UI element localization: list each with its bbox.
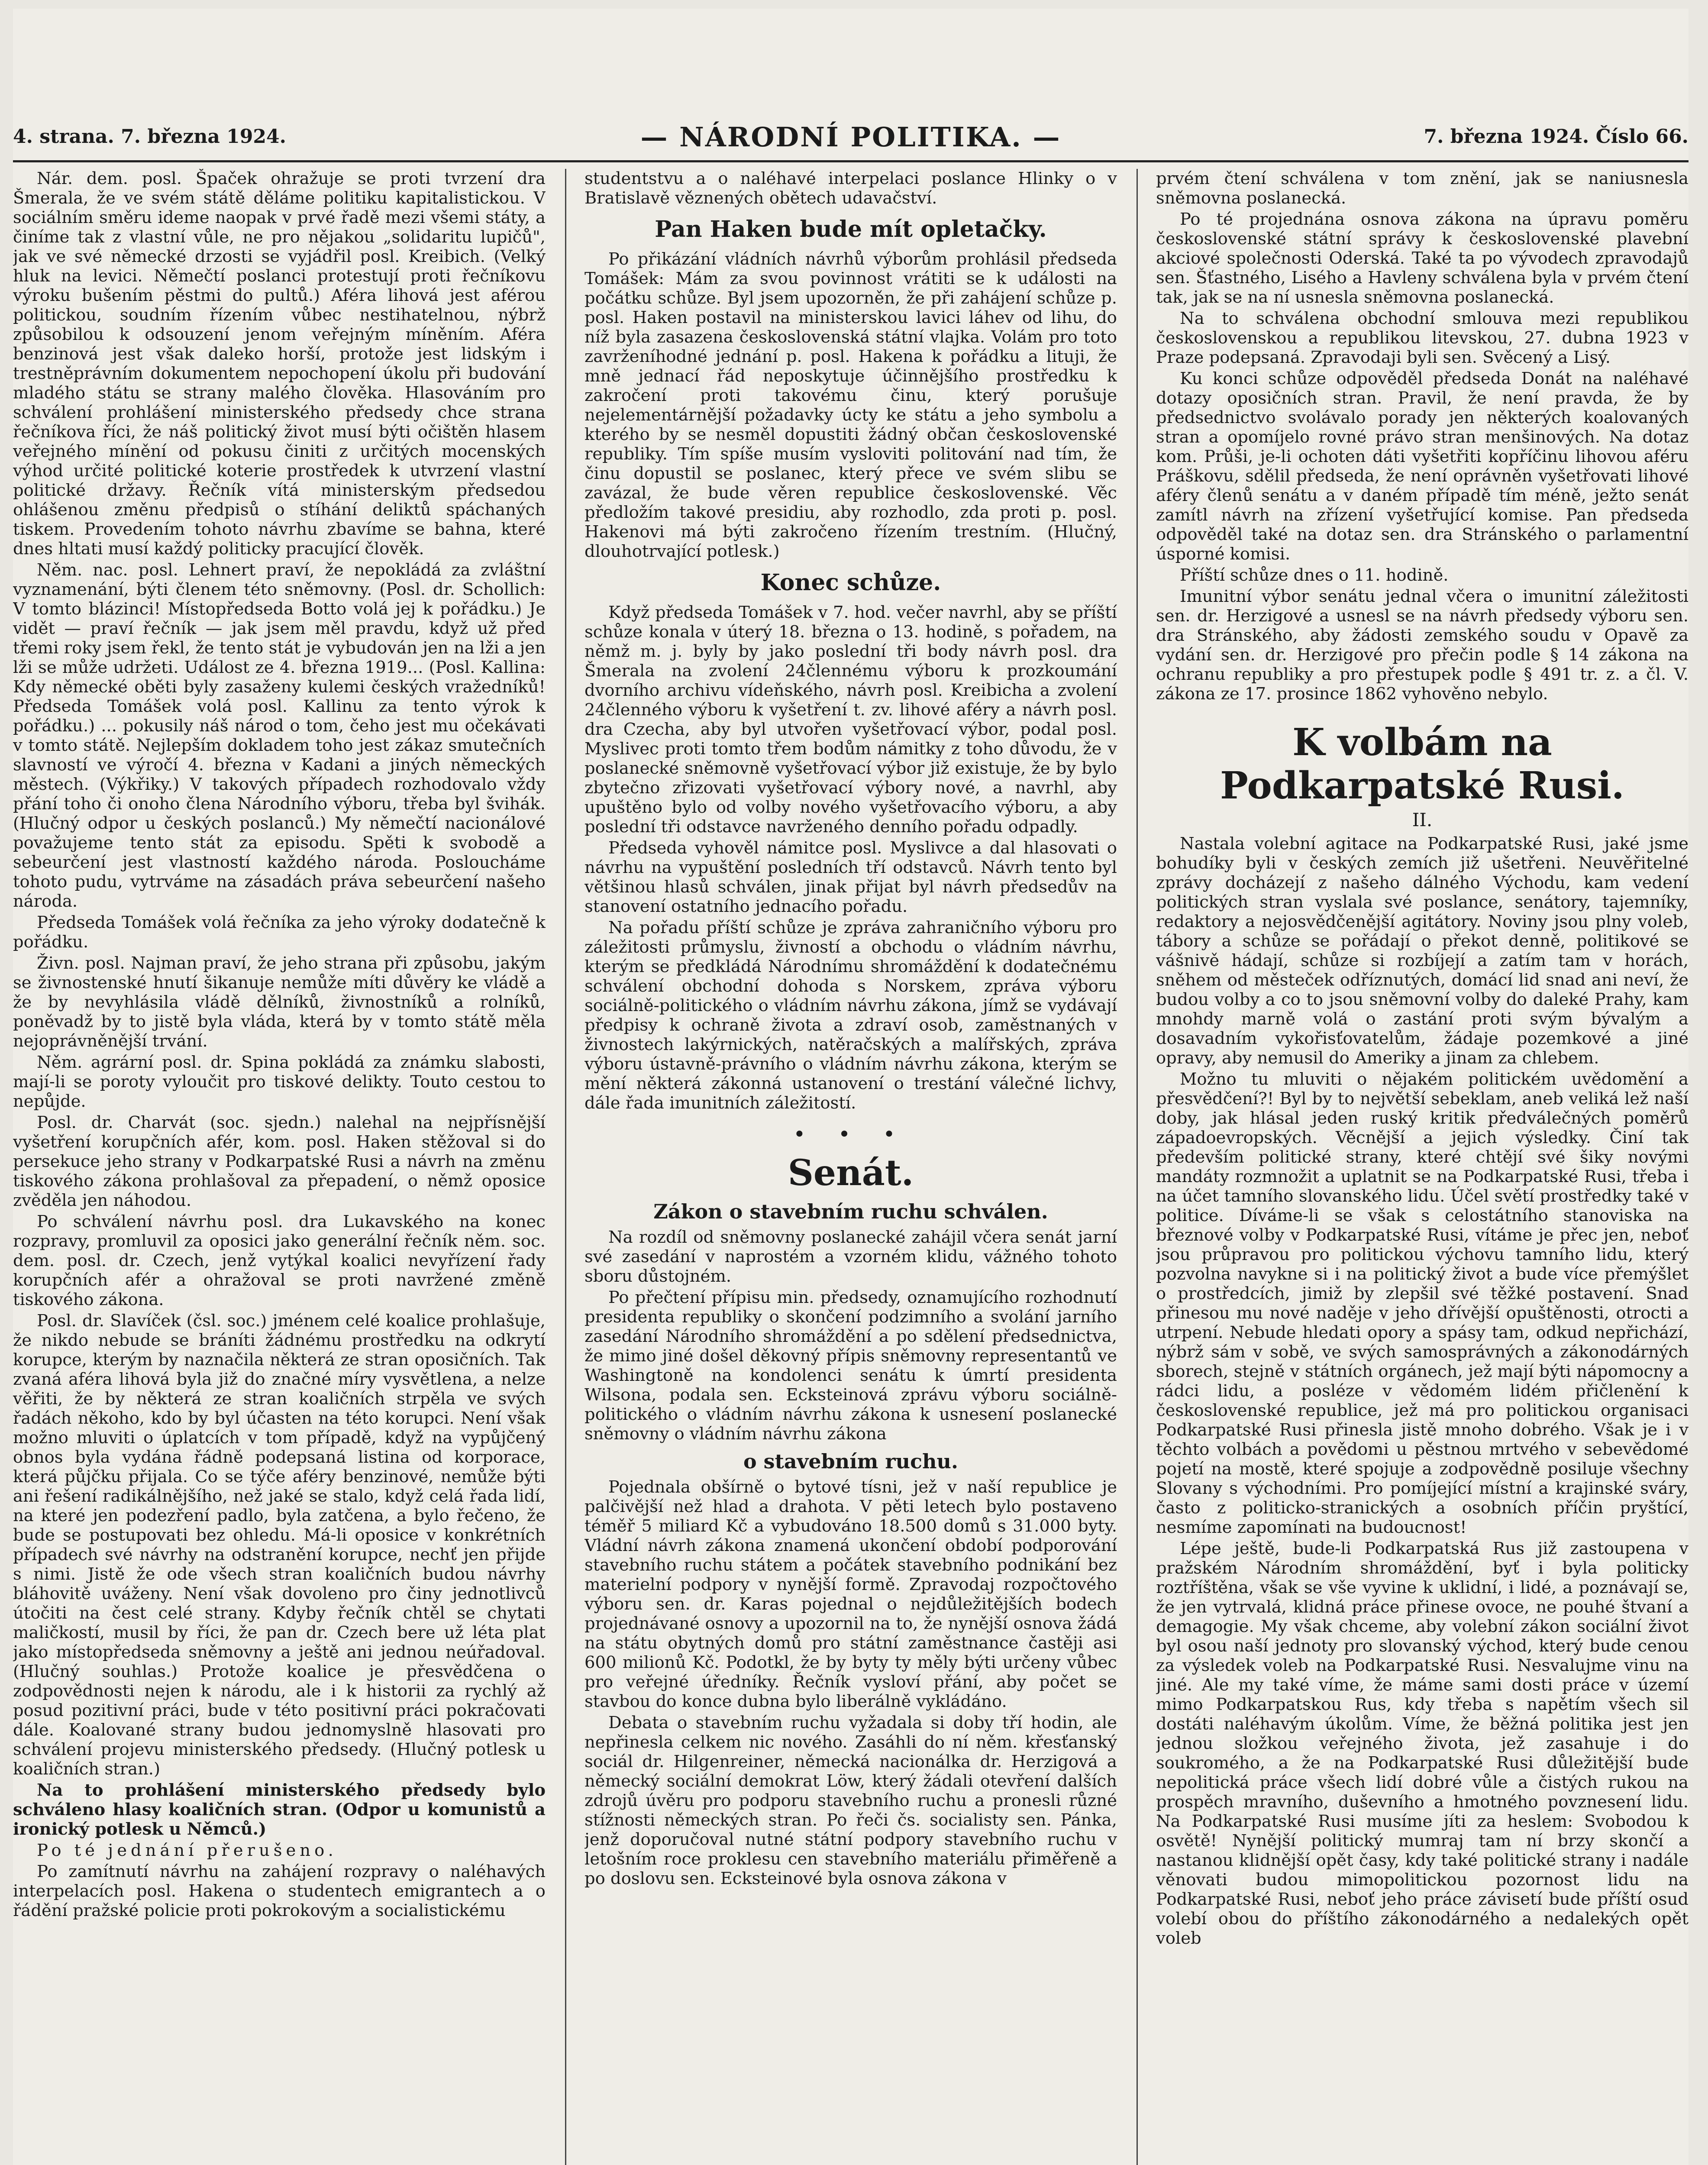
article-part-number: II.: [1412, 809, 1433, 830]
section-separator: • • •: [793, 1122, 908, 1147]
section-heading: Pan Haken bude mít opletačky.: [655, 216, 1047, 242]
page-number-date: 4. strana. 7. března 1924.: [13, 126, 286, 148]
paragraph: Na to schválena obchodní smlouva mezi republikou československou a republikou litevskou, 27. dubna 1923 v Praze podepsaná. Zpravodaji byli sen. Svěcený a Lisý.: [1156, 309, 1689, 367]
article-title: K volbám na Podkarpatské Rusi.: [1220, 721, 1624, 808]
paragraph: Ku konci schůze odpověděl předseda Donát na naléhavé dotazy oposičních stran. Pravil, že není pravda, že by předsednictvo svolávalo porady jen některých koalovaných stran a opomíjelo rovné právo stran menšinových. Na dotaz kom. Průši, je-li ochoten dáti vyšetřiti kopříčinu lihovou aféru Práškovu, sdělil předseda, že není oprávněn vyšetřovati lihové aféry členů senátu a v daném případě tím méně, ježto senát zamítl návrh na zřízení vyšetřující komise. Pan předseda odpověděl také na dotaz sen. dra Stránského o parlamentní úsporné komisi.: [1156, 369, 1689, 564]
column-1: [13, 169, 546, 2165]
paragraph: studentstvu a o naléhavé interpelaci poslance Hlinky o v Bratislavě věznených obětech udavačství.: [584, 169, 1117, 208]
column-rule: [1137, 169, 1138, 2165]
issue-date-number: 7. března 1924. Číslo 66.: [1424, 126, 1689, 148]
paragraph: Když předseda Tomášek v 7. hod. večer navrhl, aby se příští schůze konala v úterý 18. března o 13. hodině, s pořadem, na němž m. j. byly by jako poslední tři body návrh posl. dra Šmerala na zvolení 24člennému výboru k prozkoumání dvorního archivu vídeňského, návrh posl. Kreibicha a zvolení 24členného výboru k vyšetření t. zv. lihové aféry a návrh posl. dra Czecha, aby byl utvořen vyšetřovací výbor, podal posl. Myslivec proti tomto třem bodům námitky z toho důvodu, že v poslanecké sněmovně vyšetřovací výbor již existuje, že by bylo zbytečno zřizovati vyšetřovací výbory nové, a navrhl, aby upuštěno bylo od volby nového vyšetřovacího výboru, a aby poslední tři odstavce navrženého denního pořadu odpadly.: [584, 603, 1117, 837]
page-header: [13, 121, 1689, 162]
newspaper-page: [13, 9, 1689, 2165]
paragraph: Něm. nac. posl. Lehnert praví, že nepokládá za zvláštní vyznamenání, býti členem této sněmovny. (Posl. dr. Schollich: V tomto blázinci! Místopředseda Botto volá jej k pořádku.) Je vidět — praví řečník — jak jsem měl pravdu, když už před třemi roky jsem řekl, že tento stát je vybudován jen na lži a jen lži se může udržeti. Událost ze 4. března 1919... (Posl. Kallina: Kdy německé oběti byly zasaženy kulemi českých vražedníků! Předseda Tomášek volá posl. Kallinu za tento výrok k pořádku.) ... pokusily náš národ o tom, čeho jest mu očekávati v tomto státě. Nejlepším dokladem toho jest zákaz smutečních slavností ve výročí 4. března v Kadani a jiných německých městech. (Výkřiky.) V takových případech rozhodovalo vždy přání toho či onoho člena Národního výboru, třeba byl švihák. (Hlučný odpor u českých poslanců.) My němečtí nacionálové považujeme tento stát za episodu. Spěti k svobodě a sebeurčení jest vlastností každého národa. Posloucháme tohoto pudu, vytrváme na zásadách práva sebeurčení našeho národa.: [13, 560, 546, 911]
paragraph: Posl. dr. Charvát (soc. sjedn.) nalehal na nejpřísnější vyšetření korupčních afér, kom. posl. Haken stěžoval si do persekuce jeho strany v Podkarpatské Rusi a návrh na změnu tiskového zákona prohlašoval za přepadení, o němž oposice zvěděla jen náhodou.: [13, 1113, 546, 1210]
column-rule: [565, 169, 566, 2165]
paragraph-bold: Na to prohlášení ministerského předsedy bylo schváleno hlasy koaličních stran. (Odpor u komunistů a ironický potlesk u Němců.): [13, 1780, 546, 1839]
paragraph: Příští schůze dnes o 11. hodině.: [1180, 565, 1449, 585]
paragraph: Po té projednána osnova zákona na úpravu poměru československé státní správy k československé plavební akciové společnosti Oderská. Také ta po vývodech zpravodajů sen. Šťastného, Lisého a Havleny schválena byla v prvém čtení tak, jak se na ní usnesla sněmovna poslanecká.: [1156, 210, 1689, 307]
sub-heading: o stavebním ruchu.: [743, 1450, 958, 1473]
paragraph: Debata o stavebním ruchu vyžadala si doby tří hodin, ale nepřinesla celkem nic nového. Zasáhli do ní něm. křesťanský sociál dr. Hilgenreiner, německá nacionálka dr. Herzigová a německý sociální demokrat Löw, který žádali otevření dalších zdrojů úvěru pro podporu stavebního ruchu a pronesli různé stížnosti německých stran. Po řeči čs. socialisty sen. Pánka, jenž doporučoval nutné státní podpory stavebního ruchu v letošním roce proklesu cen stavebního materiálu přiměřeně a po doslovu sen. Ecksteinové byla osnova zákona v: [584, 1713, 1117, 1888]
paragraph: Na pořadu příští schůze je zpráva zahraničního výboru pro záležitosti průmyslu, živností a obchodu o vládním návrhu, kterým se předkládá Národnímu shromáždění k dodatečnému schválení obchodní dohoda s Norskem, zpráva výboru sociálně-politického o vládním návrhu zákona, jímž se vydávají předpisy k ochraně života a zdraví osob, zaměstnaných v živnostech lakýrnických, natěračských a malířských, zpráva výboru ústavně-právního o vládním návrhu zákona, kterým se mění některá zákonná ustanovení o trestání válečné lichvy, dále řada imunitních záležitostí.: [584, 918, 1117, 1113]
paragraph: Pojednala obšírně o bytové tísni, jež v naší republice je palčivější než hlad a drahota. V pěti letech bylo postaveno téměř 5 miliard Kč a vybudováno 18.500 domů s 31.000 byty. Vládní návrh zákona znamená ukončení období podporování stavebního ruchu státem a počátek stavebního podnikání bez materielní podpory v nynější formě. Zpravodaj rozpočtového výboru sen. dr. Karas pojednal o nejdůležitějších bodech projednávané osnovy a upozornil na to, že nynější osnova žádá na státu obytných domů pro státní zaměstnance častěji asi 600 milionů Kč. Podotkl, že by byty ty měly býti určeny vůbec pro veřejné úředníky. Řečník vysloví přání, aby počet se stavbou do konce dubna bylo liberálně vykládáno.: [584, 1477, 1117, 1711]
paragraph: Předseda Tomášek volá řečníka za jeho výroky dodatečně k pořádku.: [13, 913, 546, 952]
sub-heading: Zákon o stavebním ruchu schválen.: [653, 1200, 1048, 1223]
paragraph: Po přečtení přípisu min. předsedy, oznamujícího rozhodnutí presidenta republiky o skončení podzimního a svolání jarního zasedání Národního shromáždění a po sdělení předsednictva, že mimo jiné došel děkovný přípis sněmovny representantů ve Washingtoně na kondolenci senátu k úmrtí presidenta Wilsona, podala sen. Ecksteinová zprávu výboru sociálně-politického o vládním návrhu zákona k usnesení poslanecké sněmovny o vládním návrhu zákona: [584, 1288, 1117, 1444]
paragraph: Lépe ještě, bude-li Podkarpatská Rus již zastoupena v pražském Národním shromáždění, byť i byla politicky roztříštěna, však se vše vyvine k uklidní, i lidé, a poznávají se, že jen vytrvalá, klidná práce přinese ovoce, ne pouhé štvaní a demagogie. My však chceme, aby volební zákon sociální život byl osou naší jednoty pro slovanský východ, který bude cenou za výsledek voleb na Podkarpatské Rusi. Nesvalujme vinu na jiné. Ale my také víme, že máme sami dosti práce v území mimo Podkarpatskou Rus, kdy třeba s napětím všech sil dostáti naléhavým úkolům. Víme, že běžná politika jest jen jednou složkou veřejného života, jež zasahuje i do soukromého, a že na Podkarpatské Rusi důležitější bude nepolitická práce všech lidí dobré vůle a čistých rukou na prospěch mravního, duševního a hmotného povznesení lidu. Na Podkarpatské Rusi musíme jíti za heslem: Svobodou k osvětě! Nynější politický mumraj tam ní brzy skončí a nastanou klidnější opět časy, kdy také politické strany i nadále věnovati budou mimopolitickou pozornost lidu na Podkarpatské Rusi, neboť jeho práce závisetí bude příští osud volebí obou do příštího zákonodárného a nedalekých opět voleb: [1156, 1539, 1689, 1948]
paragraph: Posl. dr. Slavíček (čsl. soc.) jménem celé koalice prohlašuje, že nikdo nebude se bráníti žádnému prostředku na odkrytí korupce, kterým by naznačila některá ze stran oposičních. Tak zvaná aféra lihová byla již do značné míry vysvětlena, a nelze věřiti, že by některá ze stran koaličních strpěla ve svých řadách někoho, kdo by byl účasten na této korupci. Není však možno mluviti o úplatcích v tom případě, když na vypůjčený obnos byla vydána řádně podepsaná listina od korporace, která půjčku přijala. Co se týče aféry benzinové, nemůže býti ani řešení radikálnějšího, než jaké se stalo, když celá řada lidí, na které jen podezření padlo, byla zatčena, a bylo řečeno, že bude se postupovati bez ohledu. Má-li oposice v konkrétních případech své návrhy na odstranění korupce, nechť jen přijde s nimi. Jistě že ode všech stran koaličních budou návrhy bláhovitě uváženy. Není však dovoleno pro činy jednotlivců útočiti na čest celé strany. Kdyby řečník chtěl se chytati maličkostí, musil by říci, že pan dr. Czech bere už léta plat jako místopředseda sněmovny a ještě ani jednou neúřadoval. (Hlučný souhlas.) Protože koalice je přesvědčena o zodpovědnosti nejen k národu, ale i k historii za rychlý až posud pozitivní práci, bude v této positivní práci pokračovati dále. Koalované strany budou jednomyslně hlasovati pro schválení projevu ministerského předsedy. (Hlučný potlesk u koaličních stran.): [13, 1311, 546, 1779]
masthead-title: — NÁRODNÍ POLITIKA. —: [640, 121, 1061, 153]
paragraph: Po přikázání vládních návrhů výborům prohlásil předseda Tomášek: Mám za svou povinnost vrátiti se k události na počátku schůze. Byl jsem upozorněn, že při zahájení schůze p. posl. Haken postavil na ministerskou lavici láhev od lihu, do níž byla zasazena československá státní vlajka. Volám pro toto zavrženíhodné jednání p. posl. Hakena k pořádku a lituji, že mně jednací řád neposkytuje účinnějšího prostředku k zakročení proti takovému činu, který porušuje nejelementárnější požadavky úcty ke státu a jeho symbolu a kterého by se nesměl dopustiti žádný občan československé republiky. Tím spíše musím vysloviti politování nad tím, že činu dopustil se poslanec, který přece ve svém slibu se zavázal, že bude věren republice československé. Věc předložím takové presidiu, aby rozhodlo, zda proti p. posl. Hakenovi má býti zakročeno řízením trestním. (Hlučný, dlouhotrvající potlesk.): [584, 249, 1117, 561]
paragraph: Na rozdíl od sněmovny poslanecké zahájil včera senát jarní své zasedání v naprostém a vzorném klidu, vážného tohoto sboru důstojném.: [584, 1228, 1117, 1286]
section-heading: Konec schůze.: [760, 569, 941, 596]
paragraph: Předseda vyhověl námitce posl. Myslivce a dal hlasovati o návrhu na vypuštění posledních tří odstavců. Návrh tento byl většinou hlasů schválen, jinak přijat byl návrh předsedův na stanovení ostatního jednacího pořadu.: [584, 838, 1117, 916]
paragraph: Živn. posl. Najman praví, že jeho strana při způsobu, jakým se živnostenské hnutí šikanuje nemůže míti důvěry ke vládě a že by nevyhlásila vládě dělníků, živnostníků a rolníků, poněvadž by to jistě byla vláda, která by v tomto státě měla nejoprávněnější trvání.: [13, 953, 546, 1051]
senate-heading: Senát.: [788, 1152, 914, 1194]
paragraph: Něm. agrární posl. dr. Spina pokládá za známku slabosti, mají-li se poroty vyloučit pro tiskové delikty. Touto cestou to nepůjde.: [13, 1053, 546, 1111]
paragraph: Po zamítnutí návrhu na zahájení rozpravy o naléhavých interpelacích posl. Hakena o studentech emigrantech a o řádění pražské policie proti pokrokovým a socialistickému: [13, 1862, 546, 1920]
paragraph: Imunitní výbor senátu jednal včera o imunitní záležitosti sen. dr. Herzigové a usnesl se na návrh předsedy výboru sen. dra Stránského, aby žádosti zemského soudu v Opavě za vydání sen. dr. Herzigové pro přečin podle § 14 zákona na ochranu republiky a pro přestupek podle § 491 tr. z. a čl. V. zákona ze 17. prosince 1862 vyhověno nebylo.: [1156, 587, 1689, 704]
paragraph: Po té jednání přerušeno.: [37, 1841, 337, 1860]
paragraph: Nastala volební agitace na Podkarpatské Rusi, jaké jsme bohudíky byli v českých zemích již ušetřeni. Neuvěřitelné zprávy docházejí z našeho dálného Východu, kam vedení politických stran vyslala své poslance, senátory, tajemníky, redaktory a nejosvědčenější agitátory. Noviny jsou plny voleb, tábory a schůze se pořádají o překot denně, politikové se vášnivě hádají, schůze si rozbíjejí a zatím tam v horách, sněhem od městeček odříznutých, domácí lid snad ani neví, že budou volby a co to jsou sněmovní volby do daleké Prahy, kam mnohdy marně volá o zastání proti svým bývalým a dosavadním vykořisťovatelům, žádaje pozemkové a jiné opravy, aby nemusil do Ameriky a jinam za chlebem.: [1156, 834, 1689, 1068]
paragraph: Po schválení návrhu posl. dra Lukavského na konec rozpravy, promluvil za oposici jako generální řečník něm. soc. dem. posl. dr. Czech, jenž vytýkal koalici nevyřízení řady korupčních afér a ohražoval se proti navržené změně tiskového zákona.: [13, 1212, 546, 1309]
paragraph: Nár. dem. posl. Špaček ohražuje se proti tvrzení dra Šmerala, že ve svém státě děláme politiku kapitalistickou. V sociálním směru ideme naopak v prvé řadě mezi všemi státy, a činíme tak z vlastní vůle, ne pro nějakou „solidaritu lupičů", jak ve své německé drzosti se vyjádřil posl. Kreibich. (Velký hluk na levici. Němečtí poslanci protestují proti řečníkovu výroku bušením pěstmi do pultů.) Aféra lihová jest aférou politickou, soudním řízením vůbec nestihatelnou, nýbrž způsobilou k odsouzení jenom veřejným míněním. Aféra benzinová jest však daleko horší, protože jest lidským i trestněprávním dokumentem nepochopení úkolu při budování mladého státu se strany malého člověka. Hlasováním pro schválení prohlášení ministerského předsedy chce strana řečníkova říci, že náš politický život musí býti očištěn hlasem veřejného mínění od pokusu činiti z určitých mocenských výhod určité politické koterie prostředek k utvrzení vlastní politické državy. Řečník vítá ministerským předsedou ohlášenou změnu předpisů o stíhání deliktů spáchaných tiskem. Provedením tohoto návrhu zbavíme se bahna, které dnes hltati musí každý politicky pracující člověk.: [13, 169, 546, 559]
column-3: [1156, 169, 1689, 2165]
column-2: [584, 169, 1117, 2165]
paragraph: Možno tu mluviti o nějakém politickém uvědomění a přesvědčení?! Byl by to největší sebeklam, aneb veliká lež naší doby, jak hlásal jeden ruský kritik předválečných poměrů západoevropských. Věcnější a jejich výsledky. Činí tak především politické strany, které chtějí své šiky novými mandáty rozmnožit a uplatnit se na Podkarpatské Rusi, třeba i na účet tamního slovanského lidu. Účel světí prostředky také v politice. Díváme-li se však s celostátního stanoviska na březnové volby v Podkarpatské Rusi, vítáme je přec jen, neboť jsou průpravou pro politickou výchovu tamního lidu, který pozvolna navykne si i na politický život a bude více přemýšlet o prostředcích, jimiž by zlepšil své těžké postavení. Snad přinesou mu nové naděje v jeho dřívější opuštěnosti, otrocti a utrpení. Nebude hledati opory a spásy tam, odkud nepřichází, nýbrž sám v sobě, ve svých samosprávných a zákonodárných sborech, stejně v státních orgánech, jež mají býti nápomocny a rádci lidu, a posléze v vědomém lidém přičlenění k československé republice, jež má pro politickou organisaci Podkarpatské Rusi přinesla jistě mnoho dobrého. Však je i v těchto volbách a povědomi u pěstnou mrtvého v sebevědomé pojetí na mostě, které spojuje a zodpovědně posiluje všechny Slovany s východními. Pro pomíjející místní a krajinské sváry, často z politicko-stranických a osobních příčin pryštící, nesmíme zapomínati na budoucnost!: [1156, 1070, 1689, 1537]
paragraph: prvém čtení schválena v tom znění, jak se naniusnesla sněmovna poslanecká.: [1156, 169, 1689, 208]
